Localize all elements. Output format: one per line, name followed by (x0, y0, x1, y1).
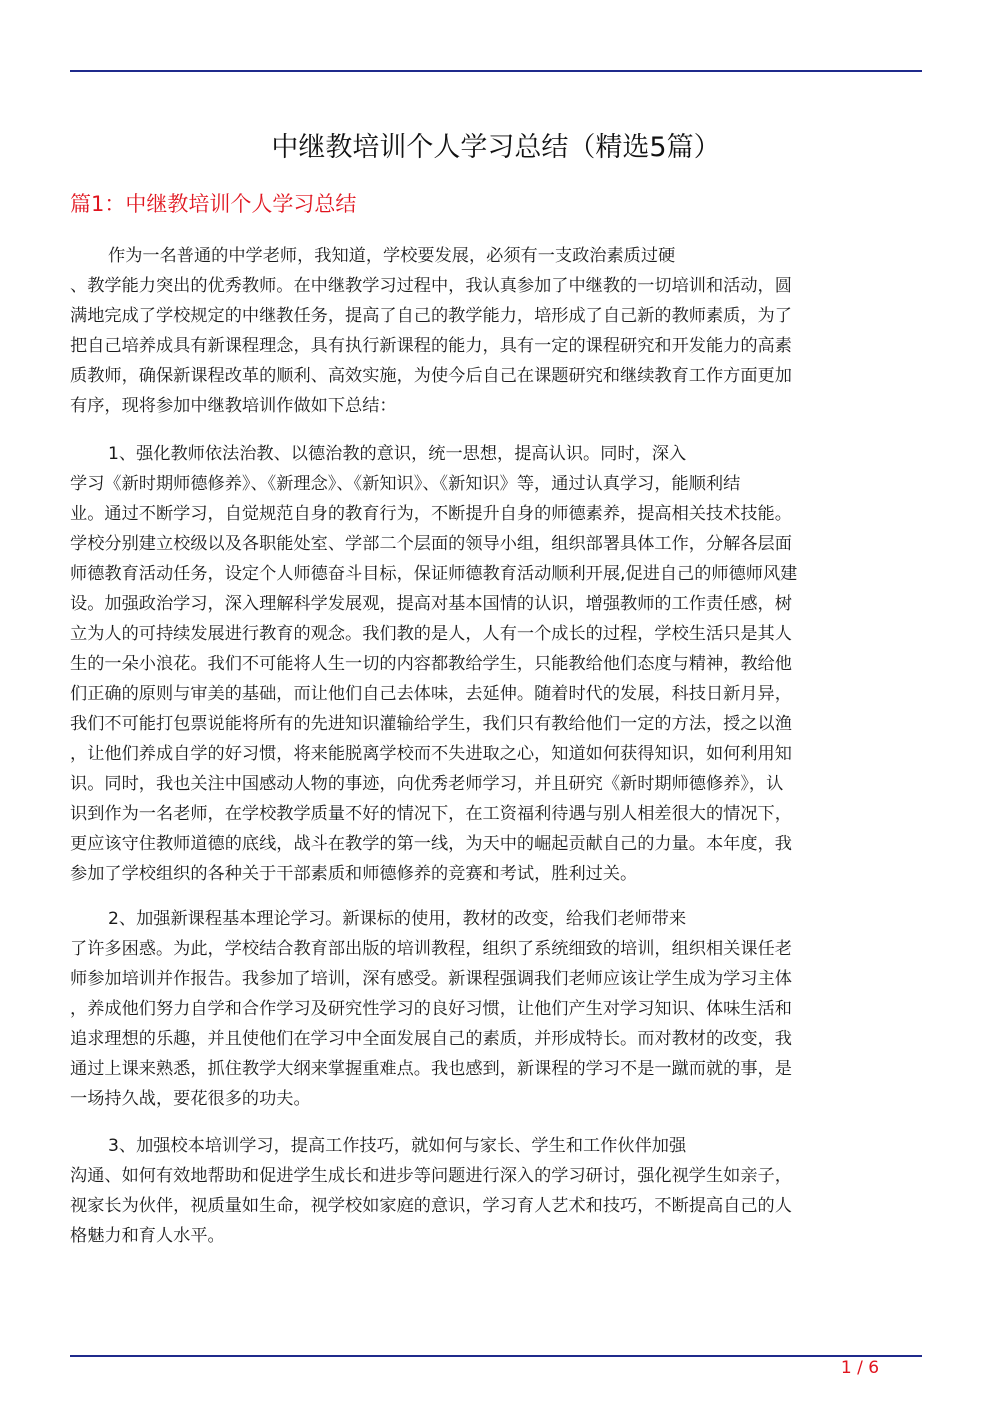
paragraph-line: 质教师，确保新课程改革的顺利、高效实施，为使今后自己在课题研究和继续教育工作方面更加 (70, 366, 792, 386)
paragraph-line: 学习《新时期师德修养》、《新理念》、《新知识》、《新知识》等，通过认真学习，能顺利结 (70, 474, 741, 494)
paragraph-line: 更应该守住教师道德的底线，战斗在教学的第一线，为天中的崛起贡献自己的力量。本年度，我 (70, 834, 792, 854)
paragraph-1 (70, 241, 922, 421)
paragraph-line: 们正确的原则与审美的基础，而让他们自己去体味，去延伸。随着时代的发展，科技日新月异， (70, 684, 792, 704)
paragraph-line: 学校分别建立校级以及各职能处室、学部二个层面的领导小组，组织部署具体工作，分解各层面 (70, 534, 792, 554)
paragraph-line: 3、加强校本培训学习，提高工作技巧，就如何与家长、学生和工作伙伴加强 (108, 1136, 687, 1156)
paragraph-line: 、教学能力突出的优秀教师。在中继教学习过程中，我认真参加了中继教的一切培训和活动，圆 (70, 276, 792, 296)
paragraph-line: 生的一朵小浪花。我们不可能将人生一切的内容都教给学生，只能教给他们态度与精神，教给他 (70, 654, 792, 674)
paragraph-line: 把自己培养成具有新课程理念，具有执行新课程的能力，具有一定的课程研究和开发能力的高素 (70, 336, 792, 356)
paragraph-line: ，让他们养成自学的好习惯，将来能脱离学校而不失进取之心，知道如何获得知识，如何利用知 (70, 744, 792, 764)
paragraph-line: 参加了学校组织的各种关于干部素质和师德修养的竞赛和考试，胜利过关。 (70, 864, 638, 884)
paragraph-3 (70, 904, 922, 1114)
paragraph-line: 师参加培训并作报告。我参加了培训，深有感受。新课程强调我们老师应该让学生成为学习主体 (70, 969, 792, 989)
paragraph-4 (70, 1131, 922, 1251)
page-number: 1 / 6 (840, 1358, 880, 1378)
paragraph-line: ，养成他们努力自学和合作学习及研究性学习的良好习惯，让他们产生对学习知识、体味生活和 (70, 999, 792, 1019)
paragraph-line: 设。加强政治学习，深入理解科学发展观，提高对基本国情的认识，增强教师的工作责任感，树 (70, 594, 792, 614)
paragraph-line: 立为人的可持续发展进行教育的观念。我们教的是人，人有一个成长的过程，学校生活只是其人 (70, 624, 792, 644)
paragraph-line: 识。同时，我也关注中国感动人物的事迹，向优秀老师学习，并且研究《新时期师德修养》，认 (70, 774, 784, 794)
paragraph-line: 了许多困惑。为此，学校结合教育部出版的培训教程，组织了系统细致的培训，组织相关课任老 (70, 939, 792, 959)
paragraph-line: 2、加强新课程基本理论学习。新课标的使用，教材的改变，给我们老师带来 (108, 909, 687, 929)
paragraph-line: 有序，现将参加中继教培训作做如下总结： (70, 396, 397, 416)
paragraph-line: 追求理想的乐趣，并且使他们在学习中全面发展自己的素质，并形成特长。而对教材的改变，我 (70, 1029, 792, 1049)
paragraph-line: 满地完成了学校规定的中继教任务，提高了自己的教学能力，培形成了自己新的教师素质，为了 (70, 306, 792, 326)
paragraph-line: 1、强化教师依法治教、以德治教的意识，统一思想，提高认识。同时，深入 (108, 444, 687, 464)
paragraph-line: 我们不可能打包票说能将所有的先进知识灌输给学生，我们只有教给他们一定的方法，授之以渔 (70, 714, 792, 734)
paragraph-line: 作为一名普通的中学老师，我知道，学校要发展，必须有一支政治素质过硬 (108, 246, 676, 266)
section-heading: 篇1：中继教培训个人学习总结 (70, 192, 357, 216)
paragraph-line: 识到作为一名老师，在学校教学质量不好的情况下，在工资福利待遇与别人相差很大的情况下， (70, 804, 792, 824)
paragraph-line: 格魅力和育人水平。 (70, 1226, 225, 1246)
paragraph-line: 一场持久战，要花很多的功夫。 (70, 1089, 311, 1109)
paragraph-line: 视家长为伙伴，视质量如生命，视学校如家庭的意识，学习育人艺术和技巧，不断提高自己的人 (70, 1196, 792, 1216)
header-rule (70, 70, 922, 72)
paragraph-line: 业。通过不断学习，自觉规范自身的教育行为，不断提升自身的师德素养，提高相关技术技能。 (70, 504, 792, 524)
paragraph-line: 通过上课来熟悉，抓住教学大纲来掌握重难点。我也感到，新课程的学习不是一蹴而就的事，是 (70, 1059, 792, 1079)
footer-rule (70, 1355, 922, 1357)
paragraph-line: 沟通、如何有效地帮助和促进学生成长和进步等问题进行深入的学习研讨，强化视学生如亲子， (70, 1166, 792, 1186)
paragraph-2 (70, 439, 922, 889)
document-title: 中继教培训个人学习总结（精选5篇） (271, 132, 721, 163)
paragraph-line: 师德教育活动任务，设定个人师德奋斗目标，保证师德教育活动顺利开展,促进自己的师德师风建 (70, 564, 798, 584)
